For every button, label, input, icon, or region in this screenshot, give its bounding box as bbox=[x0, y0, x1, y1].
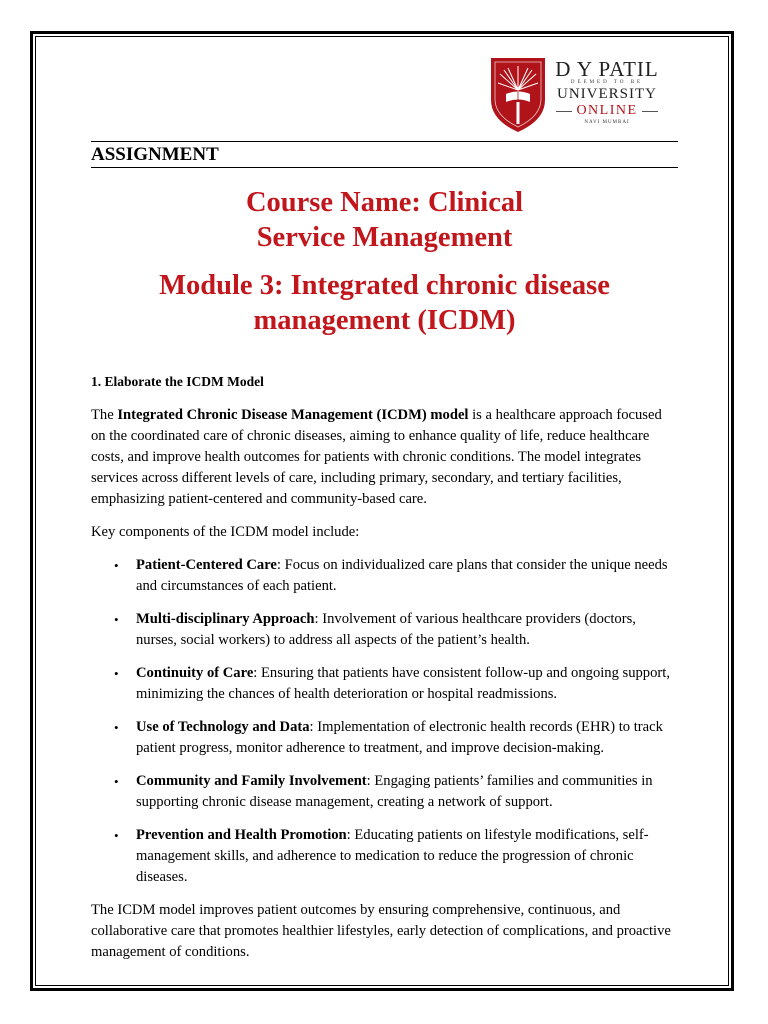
component-text: : Focus on individualized care plans that consider the unique needs and circumstances of each patient. bbox=[136, 557, 668, 594]
university-wordmark bbox=[551, 58, 663, 126]
course-title-line1: Course Name: Clinical bbox=[245, 187, 524, 218]
intro-post: is a healthcare approach focused on the coordinated care of chronic diseases, aiming to enhance quality of life, reduce healthcare costs, and improve health outcomes for patients with chronic conditions. The model integrates services across different levels of care, including primary, secondary, and tertiary facilities, emphasizing patient-centered and community-based care. bbox=[91, 407, 662, 507]
component-term: Patient-Centered Care bbox=[136, 557, 277, 573]
intro-pre: The bbox=[91, 407, 118, 423]
module-title-line2: management (ICDM) bbox=[253, 305, 516, 336]
component-term: Prevention and Health Promotion bbox=[136, 827, 347, 843]
bullet-icon: • bbox=[114, 828, 119, 843]
components-list bbox=[91, 555, 678, 888]
component-term: Community and Family Involvement bbox=[136, 773, 367, 789]
course-title bbox=[91, 185, 678, 255]
module-title-line1: Module 3: Integrated chronic disease bbox=[159, 270, 610, 301]
wordmark-dash-right bbox=[642, 111, 658, 112]
bullet-icon: • bbox=[114, 558, 119, 573]
wordmark-deemed: DEEMED TO BE bbox=[570, 80, 644, 85]
wordmark-dy-patil: D Y PATIL bbox=[555, 57, 659, 81]
course-title-line2: Service Management bbox=[256, 222, 513, 253]
bullet-icon: • bbox=[114, 612, 119, 627]
component-term: Multi-disciplinary Approach bbox=[136, 611, 315, 627]
component-term: Use of Technology and Data bbox=[136, 719, 310, 735]
component-text: : Engaging patients’ families and communities in supporting chronic disease management, creating a network of support. bbox=[136, 773, 653, 810]
bullet-icon: • bbox=[114, 666, 119, 681]
header-rule-top bbox=[91, 141, 678, 142]
document-body bbox=[91, 372, 678, 975]
component-text: : Implementation of electronic health records (EHR) to track patient progress, monitor adherence to treatment, and improve decision-making. bbox=[136, 719, 663, 756]
list-item bbox=[91, 555, 678, 597]
assignment-label: ASSIGNMENT bbox=[91, 144, 219, 165]
header-rule-bottom bbox=[91, 167, 678, 168]
wordmark-online-row bbox=[551, 103, 663, 119]
intro-paragraph bbox=[91, 405, 678, 510]
wordmark-university: UNIVERSITY bbox=[557, 86, 657, 102]
conclusion-paragraph: The ICDM model improves patient outcomes by ensuring comprehensive, continuous, and collaborative care that promotes healthier lifestyles, early detection of complications, and proactive management of conditions. bbox=[91, 902, 671, 960]
module-title bbox=[91, 268, 678, 338]
component-text: : Educating patients on lifestyle modifications, self-management skills, and adherence to medication to reduce the progression of chronic diseases. bbox=[136, 827, 649, 885]
list-item bbox=[91, 825, 678, 888]
intro-bold-term: Integrated Chronic Disease Management (ICDM) model bbox=[117, 407, 469, 423]
bullet-icon: • bbox=[114, 720, 119, 735]
bullet-icon: • bbox=[114, 774, 119, 789]
component-term: Continuity of Care bbox=[136, 665, 254, 681]
wordmark-location: NAVI MUMBAI bbox=[584, 120, 630, 125]
component-text: : Involvement of various healthcare providers (doctors, nurses, social workers) to address all aspects of the patient’s health. bbox=[136, 611, 636, 648]
components-intro: Key components of the ICDM model include: bbox=[91, 524, 360, 540]
list-item bbox=[91, 771, 678, 813]
list-item bbox=[91, 609, 678, 651]
component-text: : Ensuring that patients have consistent follow-up and ongoing support, minimizing the chances of health deterioration or hospital readmissions. bbox=[136, 665, 670, 702]
list-item bbox=[91, 663, 678, 705]
wordmark-dash-left bbox=[556, 111, 572, 112]
list-item bbox=[91, 717, 678, 759]
wordmark-online: ONLINE bbox=[576, 103, 638, 118]
question-heading: 1. Elaborate the ICDM Model bbox=[91, 374, 264, 389]
